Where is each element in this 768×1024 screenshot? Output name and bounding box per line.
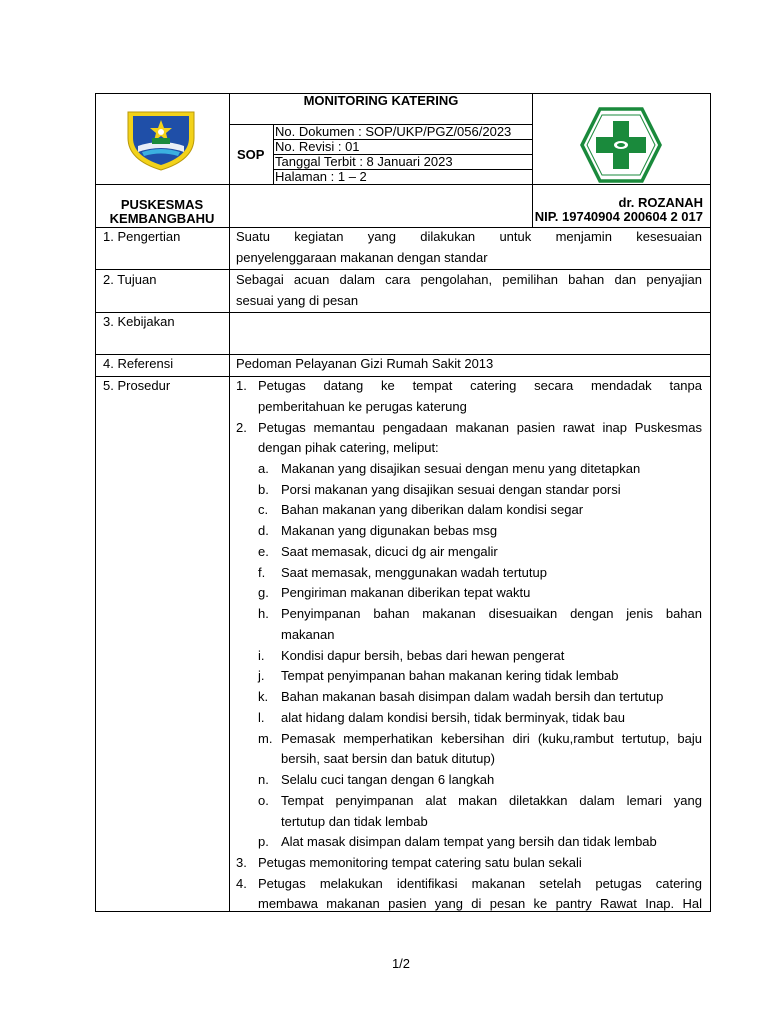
label-prosedur: 5. Prosedur xyxy=(103,378,171,393)
item-letter: f. xyxy=(258,565,266,580)
item-k: Bahan makanan basah disimpan dalam wadah bersih dan tertutup xyxy=(281,689,664,704)
item-letter: i. xyxy=(258,648,265,663)
item-d: Makanan yang digunakan bebas msg xyxy=(281,523,498,538)
org-name-line2: KEMBANGBAHU xyxy=(109,211,215,226)
item-o-line2: tertutup dan tidak lembab xyxy=(281,814,428,829)
item-e: Saat memasak, dicuci dg air mengalir xyxy=(281,544,498,559)
item-letter: m. xyxy=(258,731,273,746)
step-number: 1. xyxy=(236,378,247,393)
item-letter: k. xyxy=(258,689,269,704)
step-4-line1: Petugas melakukan identifikasi makanan setelah petugas catering xyxy=(258,876,702,891)
item-letter: p. xyxy=(258,834,269,849)
item-c: Bahan makanan yang diberikan dalam kondisi segar xyxy=(281,502,584,517)
step-1-line2: pemberitahuan ke perugas katerung xyxy=(258,399,467,414)
regency-emblem-icon xyxy=(122,108,200,172)
item-letter: a. xyxy=(258,461,269,476)
page-count: Halaman : 1 – 2 xyxy=(275,169,367,184)
step-2-line2: dengan pihak catering, meliput: xyxy=(258,440,439,455)
item-n: Selalu cuci tangan dengan 6 langkah xyxy=(281,772,495,787)
item-letter: o. xyxy=(258,793,269,808)
referensi-text: Pedoman Pelayanan Gizi Rumah Sakit 2013 xyxy=(236,356,494,371)
item-m-line2: bersih, saat bersin dan batuk ditutup) xyxy=(281,751,495,766)
step-2-line1: Petugas memantau pengadaan makanan pasien rawat inap Puskesmas xyxy=(258,420,702,435)
step-1-line1: Petugas datang ke tempat catering secara mendadak tanpa xyxy=(258,378,702,393)
item-h-line1: Penyimpanan bahan makanan disesuaikan dengan jenis bahan xyxy=(281,606,702,621)
issue-date: Tanggal Terbit : 8 Januari 2023 xyxy=(275,154,453,169)
step-3-line1: Petugas memonitoring tempat catering satu bulan sekali xyxy=(258,855,582,870)
item-letter: b. xyxy=(258,482,269,497)
signer-name: dr. ROZANAH xyxy=(618,195,703,210)
item-letter: d. xyxy=(258,523,269,538)
label-kebijakan: 3. Kebijakan xyxy=(103,314,175,329)
item-j: Tempat penyimpanan bahan makanan kering tidak lembab xyxy=(281,668,619,683)
item-p: Alat masak disimpan dalam tempat yang bersih dan tidak lembab xyxy=(281,834,657,849)
item-letter: n. xyxy=(258,772,269,787)
label-pengertian: 1. Pengertian xyxy=(103,229,181,244)
item-o-line1: Tempat penyimpanan alat makan diletakkan dalam lemari yang xyxy=(281,793,702,808)
tujuan-line1: Sebagai acuan dalam cara pengolahan, pemilihan bahan dan penyajian xyxy=(236,272,702,287)
pengertian-line2: penyelenggaraan makanan dengan standar xyxy=(236,250,488,265)
item-a: Makanan yang disajikan sesuai dengan menu yang ditetapkan xyxy=(281,461,641,476)
item-f: Saat memasak, menggunakan wadah tertutup xyxy=(281,565,547,580)
item-l: alat hidang dalam kondisi bersih, tidak berminyak, tidak bau xyxy=(281,710,625,725)
item-b: Porsi makanan yang disajikan sesuai dengan standar porsi xyxy=(281,482,621,497)
item-letter: l. xyxy=(258,710,265,725)
item-g: Pengiriman makanan diberikan tepat waktu xyxy=(281,585,531,600)
puskesmas-cross-logo-icon xyxy=(580,107,662,183)
step-number: 3. xyxy=(236,855,247,870)
pengertian-line1: Suatu kegiatan yang dilakukan untuk menjamin kesesuaian xyxy=(236,229,702,244)
revision-number: No. Revisi : 01 xyxy=(275,139,360,154)
label-referensi: 4. Referensi xyxy=(103,356,174,371)
item-letter: c. xyxy=(258,502,269,517)
item-letter: h. xyxy=(258,606,269,621)
item-letter: e. xyxy=(258,544,269,559)
item-letter: j. xyxy=(258,668,265,683)
doc-number: No. Dokumen : SOP/UKP/PGZ/056/2023 xyxy=(275,124,512,139)
step-number: 4. xyxy=(236,876,247,891)
page-number: 1/2 xyxy=(391,956,411,971)
label-tujuan: 2. Tujuan xyxy=(103,272,157,287)
org-name-line1: PUSKESMAS xyxy=(120,197,204,212)
item-letter: g. xyxy=(258,585,269,600)
document-title: MONITORING KATERING xyxy=(303,93,459,108)
item-i: Kondisi dapur bersih, bebas dari hewan pengerat xyxy=(281,648,565,663)
item-h-line2: makanan xyxy=(281,627,335,642)
tujuan-line2: sesuai yang di pesan xyxy=(236,293,359,308)
sop-label: SOP xyxy=(237,147,265,162)
step-4-line2: membawa makanan pasien yang di pesan ke pantry Rawat Inap. Hal xyxy=(258,896,702,911)
item-m-line1: Pemasak memperhatikan kebersihan diri (kuku,rambut tertutup, baju xyxy=(281,731,702,746)
signer-nip: NIP. 19740904 200604 2 017 xyxy=(534,209,703,224)
step-number: 2. xyxy=(236,420,247,435)
